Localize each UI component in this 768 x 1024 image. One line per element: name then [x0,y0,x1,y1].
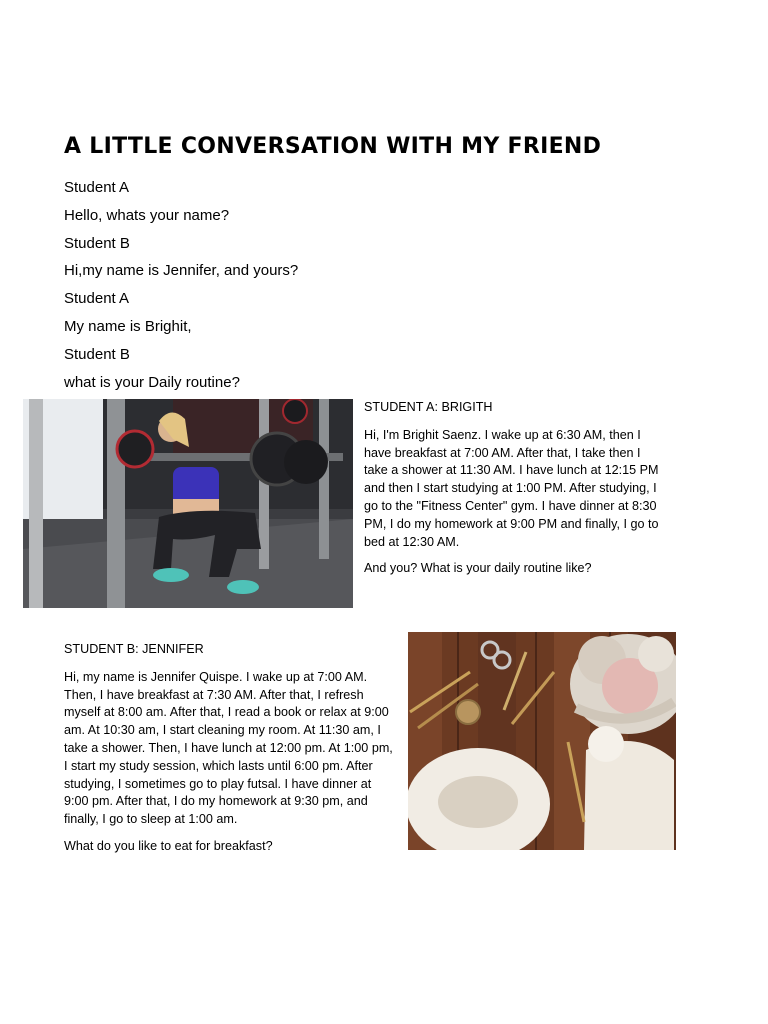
conversation [64,174,298,396]
gym-photo [23,399,353,608]
dialogue-line: Student B [64,345,130,363]
knitting-photo [408,632,676,850]
dialogue-line: Hi,my name is Jennifer, and yours? [64,262,299,280]
dialogue-line: Hello, whats your name? [64,206,230,224]
student-a-heading: STUDENT A: BRIGITH [364,400,493,414]
student-a-paragraph: Hi, I'm Brighit Saenz. I wake up at 6:30 AM, then I have breakfast at 7:00 AM. After that, I take then I take a shower at 11:30 AM. I have lunch at 12:15 PM and then I start studying at 1:00 PM. After studying, I go to the "Fitness Center" gym. I have dinner at 8:30 PM, I do my homework at 9:00 PM and finally, I go to bed at 12:30 AM. [364,427,659,549]
dialogue-line: Student A [64,179,130,196]
student-b-heading: STUDENT B: JENNIFER [64,642,204,656]
dialogue-line: My name is Brighit, [64,317,192,335]
student-b-section [64,641,394,865]
student-a-section [364,399,660,587]
student-b-question: What do you like to eat for breakfast? [64,838,273,853]
student-b-paragraph: Hi, my name is Jennifer Quispe. I wake up at 7:00 AM. Then, I have breakfast at 7:30 AM. After that, I refresh myself at 8:00 am. After that, I read a book or relax at 9:00 am. At 10:30 am, I start cleaning my room. At 11:30 am, I take a shower. Then, I have lunch at 12:00 pm. At 1:00 pm, I start my study session, which lasts until 6:00 pm. After studying, I sometimes go to play futsal. I have dinner at 9:00 pm. After that, I do my homework at 9:30 pm, and finally, I go to sleep at 1:00 am. [64,669,393,827]
student-a-question: And you? What is your daily routine like? [364,561,592,576]
dialogue-line: Student B [64,234,130,252]
document-title: A LITTLE CONVERSATION WITH MY FRIEND [64,134,602,159]
dialogue-line: what is your Daily routine? [64,373,240,391]
dialogue-line: Student A [64,290,130,308]
